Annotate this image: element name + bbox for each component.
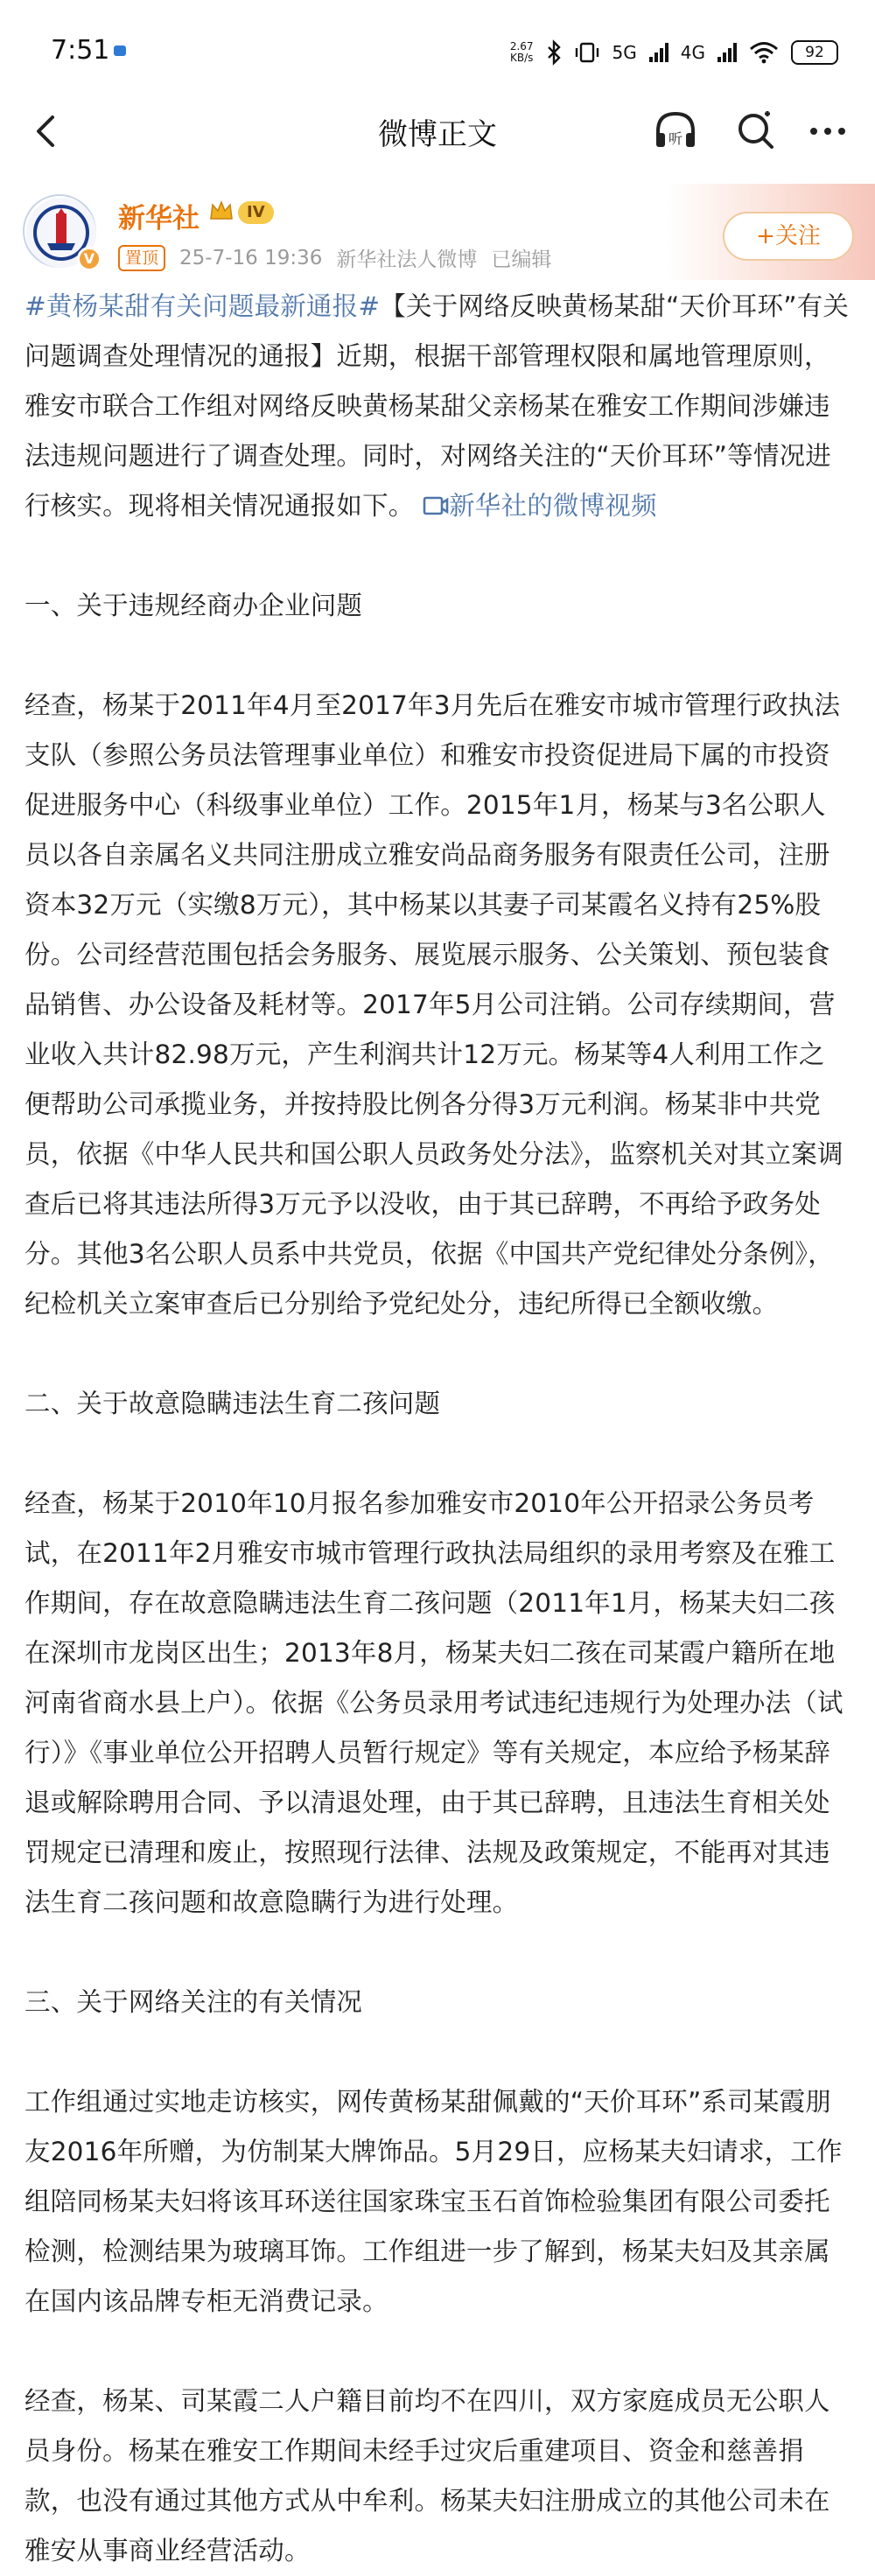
verified-badge-icon: V	[77, 247, 102, 271]
post-source: 新华社法人微博	[336, 248, 478, 271]
section-3-body-2: 经查，杨某、司某霞二人户籍目前均不在四川，双方家庭成员无公职人员身份。杨某在雅安工作期间未经手过灾后重建项目、资金和慈善捐款，也没有通过其他方式从中牟利。杨某夫妇注册成立的其他公司未在雅安从事商业经营活动。	[24, 2386, 830, 2566]
section-2-body: 经查，杨某于2010年10月报名参加雅安市2010年公开招录公务员考试，在2011年2月雅安市城市管理行政执法局组织的录用考察及在雅工作期间，存在故意隐瞒违法生育二孩问题（2011年1月，杨某夫妇二孩在深圳市龙岗区出生；2013年8月，杨某夫妇二孩在司某霞户籍所在地河南省商水县上户）。依据《公务员录用考试违纪违规行为处理办法（试行）》《事业单位公开招聘人员暂行规定》等有关规定，本应给予杨某辞退或解除聘用合同、予以清退处理，由于其已辞聘，且违法生育相关处罚规定已清理和废止，按照现行法律、法规及政策规定，不能再对其违法生育二孩问题和故意隐瞒行为进行处理。	[24, 1488, 844, 1917]
article-intro	[24, 282, 850, 531]
wifi-icon	[749, 41, 779, 64]
nav-bar	[0, 88, 875, 175]
post-date: 25-7-16 19:36	[179, 246, 323, 270]
author-row	[0, 184, 875, 289]
crown-icon	[208, 198, 234, 224]
hashtag-link[interactable]: #黄杨某甜有关问题最新通报#	[24, 291, 381, 321]
vibrate-icon	[574, 42, 600, 63]
headphone-icon	[651, 107, 700, 156]
edited-label: 已编辑	[491, 248, 552, 271]
sim1-label: 5G	[612, 42, 637, 63]
article-body	[24, 282, 850, 2576]
section-3-title: 三、关于网络关注的有关情况	[24, 1987, 363, 2017]
intro-text: 【关于网络反映黄杨某甜“天价耳环”有关问题调查处理情况的通报】近期，根据干部管理权限和属地管理原则，雅安市联合工作组对网络反映黄杨某甜父亲杨某在雅安工作期间涉嫌违法违规问题进行了调查处理。同时，对网络关注的“天价耳环”等情况进行核实。现将相关情况通报如下。	[24, 291, 850, 521]
battery-icon: 92	[791, 40, 838, 65]
status-icons	[510, 35, 838, 70]
video-icon	[423, 494, 449, 517]
post-meta	[118, 243, 551, 272]
signal-1-icon	[649, 43, 668, 62]
follow-button[interactable]: +关注	[723, 212, 854, 261]
video-link[interactable]: 新华社的微博视频	[423, 491, 657, 521]
more-icon[interactable]	[803, 107, 852, 156]
search-icon[interactable]	[732, 107, 780, 156]
svg-text:听: 听	[668, 130, 683, 147]
listen-button[interactable]	[651, 107, 700, 156]
author-name[interactable]: 新华社	[118, 203, 200, 234]
section-2-title: 二、关于故意隐瞒违法生育二孩问题	[24, 1389, 441, 1418]
section-3-body-1: 工作组通过实地走访核实，网传黄杨某甜佩戴的“天价耳环”系司某霞朋友2016年所赠，为仿制某大牌饰品。5月29日，应杨某夫妇请求，工作组陪同杨某夫妇将该耳环送往国家珠宝玉石首饰检验集团有限公司委托检测，检测结果为玻璃耳饰。工作组进一步了解到，杨某夫妇及其亲属在国内该品牌专柜无消费记录。	[24, 2087, 843, 2316]
page-title: 微博正文	[378, 117, 497, 152]
section-1-title: 一、关于违规经商办企业问题	[24, 591, 363, 620]
pinned-badge: 置顶	[118, 245, 165, 271]
status-time: 7:51	[51, 35, 110, 66]
sim2-label: 4G	[680, 42, 705, 63]
notification-icon	[114, 46, 126, 56]
bluetooth-icon	[546, 40, 562, 65]
signal-2-icon	[718, 43, 737, 62]
section-1-body: 经查，杨某于2011年4月至2017年3月先后在雅安市城市管理行政执法支队（参照公务员法管理事业单位）和雅安市投资促进局下属的市投资促进服务中心（科级事业单位）工作。2015年1月，杨某与3名公职人员以各自亲属名义共同注册成立雅安尚品商务服务有限责任公司，注册资本32万元（实缴8万元），其中杨某以其妻子司某霞名义持有25%股份。公司经营范围包括会务服务、展览展示服务、公关策划、预包装食品销售、办公设备及耗材等。2017年5月公司注销。公司存续期间，营业收入共计82.98万元，产生利润共计12万元。杨某等4人利用工作之便帮助公司承揽业务，并按持股比例各分得3万元利润。杨某非中共党员，依据《中华人民共和国公职人员政务处分法》，监察机关对其立案调查后已将其违法所得3万元予以没收，由于其已辞聘，不再给予政务处分。其他3名公职人员系中共党员，依据《中国共产党纪律处分条例》，纪检机关立案审查后已分别给予党纪处分，违纪所得已全额收缴。	[24, 690, 844, 1319]
net-speed: 2.67 KB/s	[509, 40, 534, 64]
level-badge: IV	[238, 201, 274, 224]
